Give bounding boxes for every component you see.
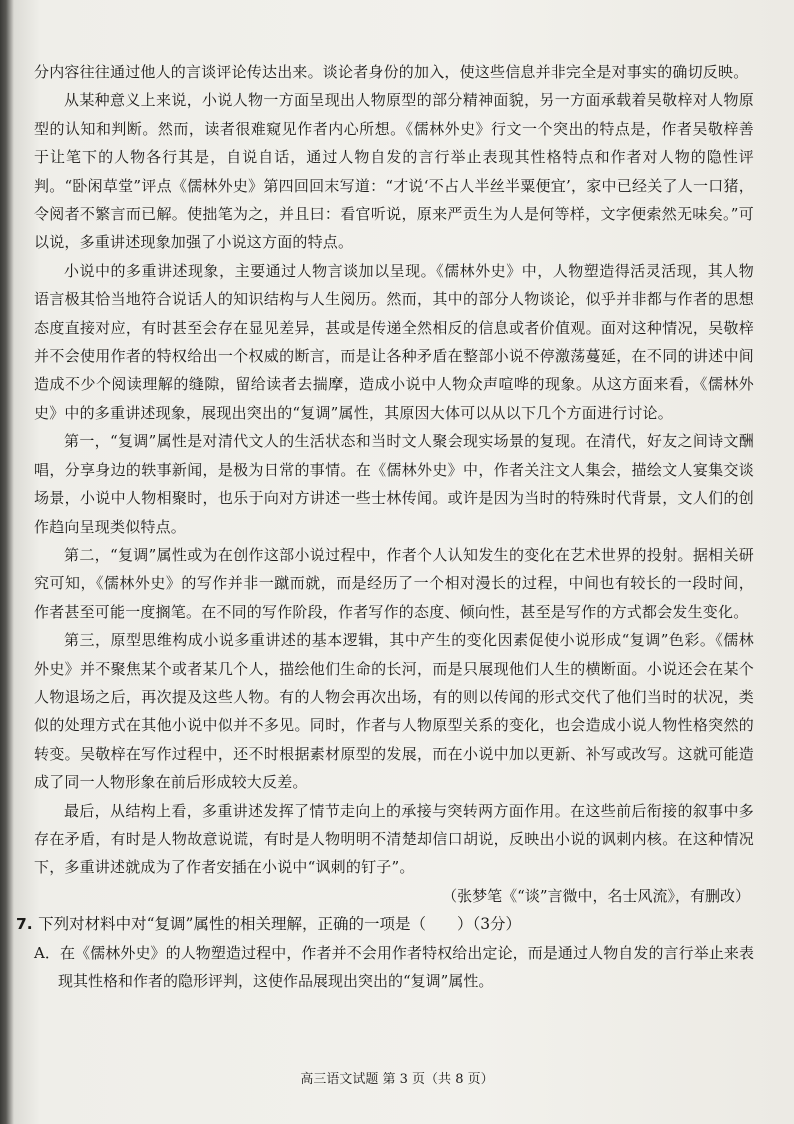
passage-paragraph-3: 小说中的多重讲述现象，主要通过人物言谈加以呈现。《儒林外史》中，人物塑造得活灵活现，其人物语言极其恰当地符合说话人的知识结构与人生阅历。然而，其中的部分人物谈论，似乎并非都与作者的思想态度直接对应，有时甚至会存在显见差异，甚或是传递全然相反的信息或者价值观。面对这种情况，吴敬梓并不会使用作者的特权给出一个权威的断言，而是让各种矛盾在整部小说不停激荡蔓延，在不同的讲述中间造成不少个阅读理解的缝隙，留给读者去揣摩，造成小说中人物众声喧哗的现象。从这方面来看，《儒林外史》中的多重讲述现象，展现出突出的“复调”属性，其原因大体可以从以下几个方面进行讨论。 bbox=[34, 261, 754, 422]
passage-paragraph-5: 第二，“复调”属性或为在创作这部小说过程中，作者个人认知发生的变化在艺术世界的投射。据相关研究可知，《儒林外史》的写作并非一蹴而就，而是经历了一个相对漫长的过程，中间也有较长的一段时间，作者甚至可能一度搁笔。在不同的写作阶段，作者写作的态度、倾向性，甚至是写作的方式都会发生变化。 bbox=[34, 545, 754, 621]
passage-source: （张梦笔《“谈”言微中，名士风流》，有删改） bbox=[442, 886, 750, 905]
passage-body bbox=[16, 58, 754, 995]
passage-paragraph-4: 第一，“复调”属性是对清代文人的生活状态和当时文人聚会现实场景的复现。在清代，好友之间诗文酬唱，分享身边的轶事新闻，是极为日常的事情。在《儒林外史》中，作者关注文人集会，描绘文人宴集交谈场景，小说中人物相聚时，也乐于向对方讲述一些士林传闻。或许是因为当时的特殊时代背景，文人们的创作趋向呈现类似特点。 bbox=[34, 432, 754, 536]
passage-paragraph-2: 从某种意义上来说，小说人物一方面呈现出人物原型的部分精神面貌，另一方面承载着吴敬梓对人物原型的认知和判断。然而，读者很难窥见作者内心所想。《儒林外史》行文一个突出的特点是，作者吴敬梓善于让笔下的人物各行其是，自说自话，通过人物自发的言行举止表现其性格特点和作者对人物的隐性评判。“卧闲草堂”评点《儒林外史》第四回回末写道：“才说‘不占人半丝半粟便宜’，家中已经关了人一口猪，令阅者不繁言而已解。使拙笔为之，并且曰：看官听说，原来严贡生为人是何等样，文字便索然无味矣。”可以说，多重讲述现象加强了小说这方面的特点。 bbox=[34, 91, 754, 252]
passage-paragraph-6: 第三，原型思维构成小说多重讲述的基本逻辑，其中产生的变化因素促使小说形成“复调”色彩。《儒林外史》并不聚焦某个或者某几个人，描绘他们生命的长河，而是只展现他们人生的横断面。小说还会在某个人物退场之后，再次提及这些人物。有的人物会再次出场，有的则以传闻的形式交代了他们当时的状况，类似的处理方式在其他小说中似并不多见。同时，作者与人物原型关系的变化，也会造成小说人物性格突然的转变。吴敬梓在写作过程中，还不时根据素材原型的发展，而在小说中加以更新、补写或改写。这就可能造成了同一人物形象在前后形成较大反差。 bbox=[34, 631, 754, 792]
page-footer: 高三语文试题 第 3 页（共 8 页） bbox=[300, 1072, 494, 1087]
question-number: 7. bbox=[16, 915, 33, 934]
question-text: 下列对材料中对“复调”属性的相关理解，正确的一项是（ ）（3分） bbox=[38, 915, 522, 934]
question-7 bbox=[16, 910, 754, 938]
option-a: A．在《儒林外史》的人物塑造过程中，作者并不会用作者特权给出定论，而是通过人物自发的言行举止来表现其性格和作者的隐形评判，这使作品展现出突出的“复调”属性。 bbox=[34, 943, 754, 990]
passage-paragraph-1: 分内容往往通过他人的言谈评论传达出来。谈论者身份的加入，使这些信息并非完全是对事实的确切反映。 bbox=[34, 63, 749, 81]
passage-paragraph-7: 最后，从结构上看，多重讲述发挥了情节走向上的承接与突转两方面作用。在这些前后衔接的叙事中多存在矛盾，有时是人物故意说谎，有时是人物明明不清楚却信口胡说，反映出小说的讽刺内核。在这种情况下，多重讲述就成为了作者安插在小说中“讽刺的钉子”。 bbox=[34, 801, 754, 877]
